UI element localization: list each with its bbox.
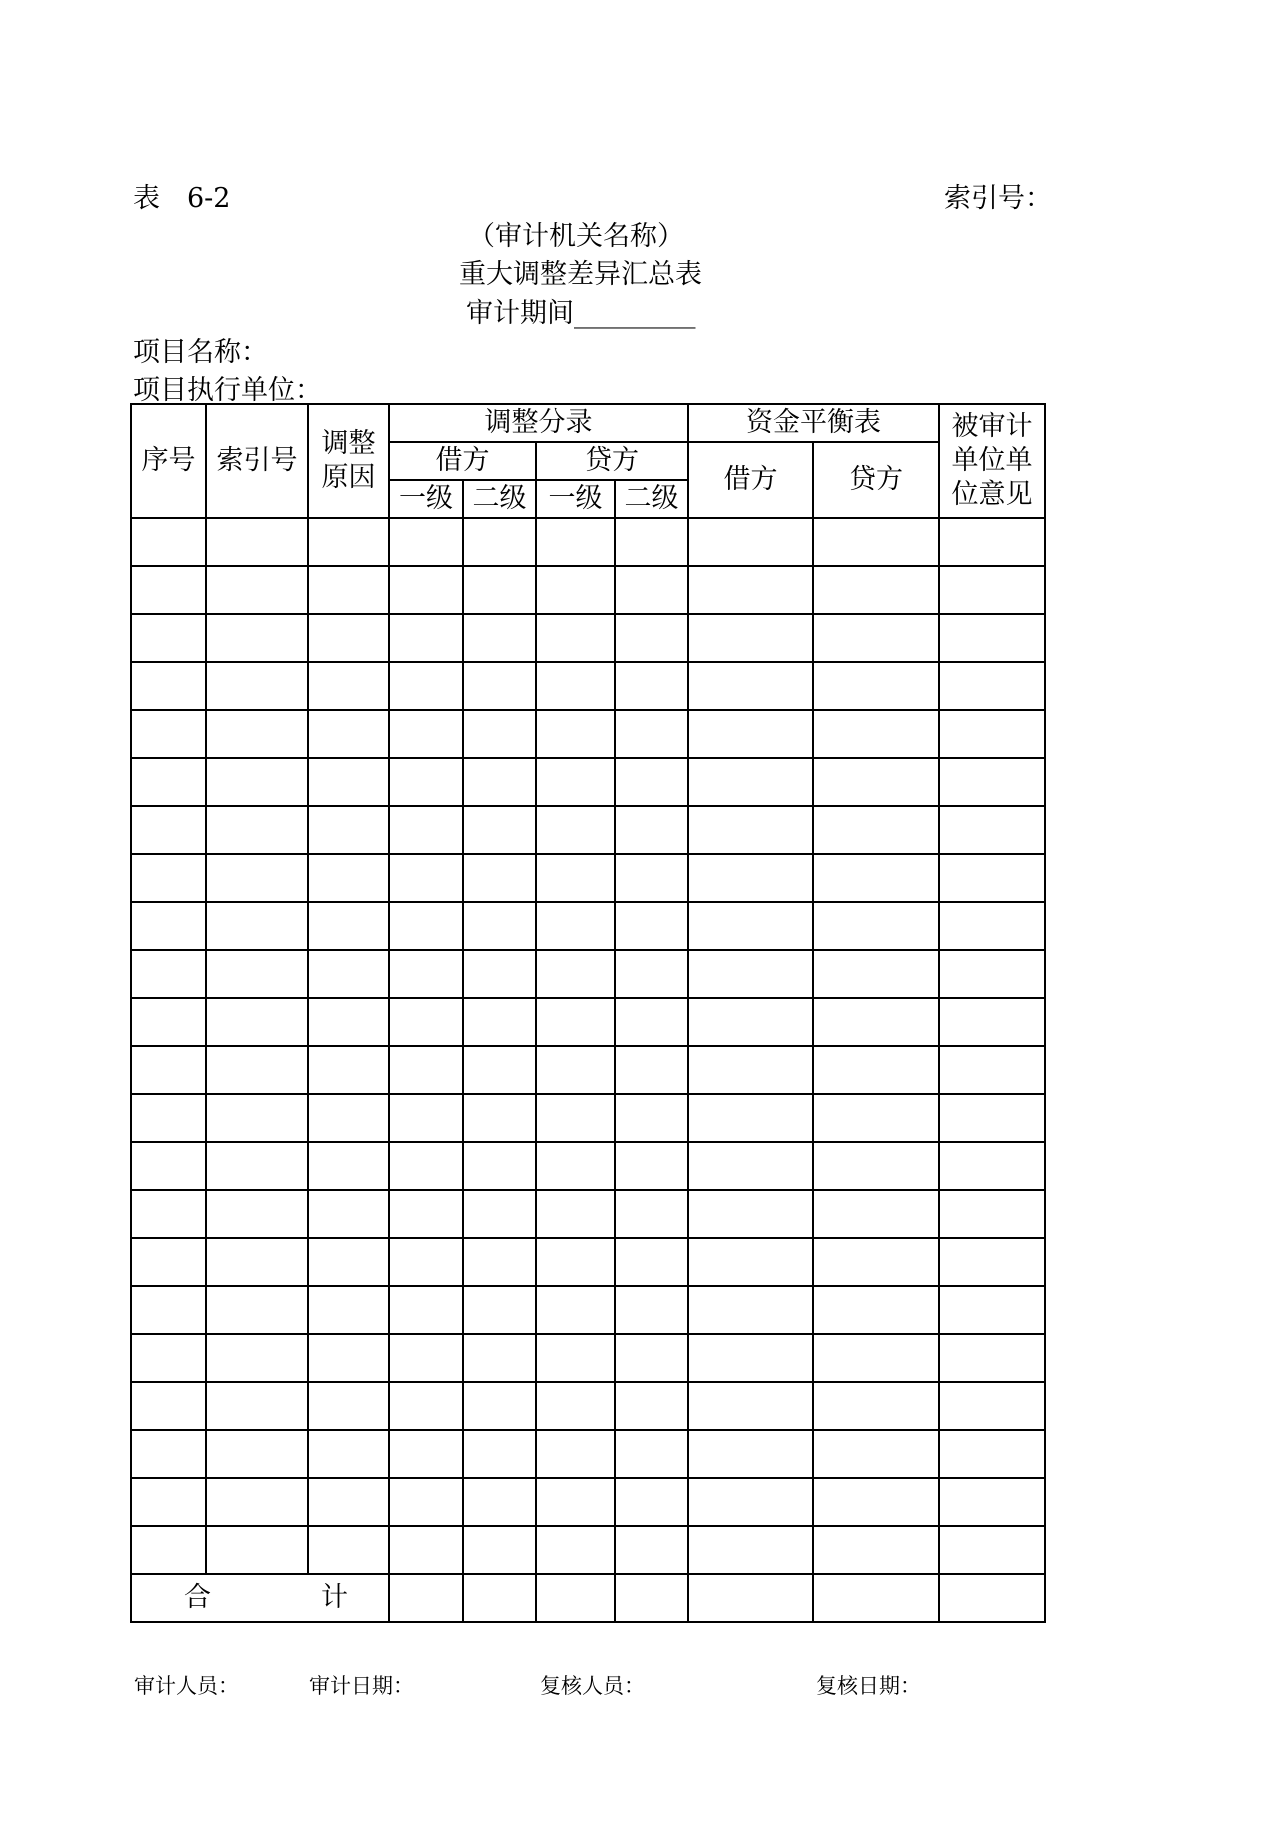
table-cell[interactable]	[389, 950, 463, 998]
table-cell[interactable]	[939, 710, 1045, 758]
table-row	[131, 1046, 1045, 1094]
table-cell[interactable]	[389, 1190, 463, 1238]
table-cell[interactable]	[939, 806, 1045, 854]
table-cell[interactable]	[308, 662, 389, 710]
table-cell[interactable]	[131, 758, 206, 806]
table-cell[interactable]	[308, 1430, 389, 1478]
table-cell[interactable]	[536, 1142, 615, 1190]
header-balance-credit: 贷方	[813, 442, 939, 518]
table-row	[131, 1430, 1045, 1478]
table-row	[131, 950, 1045, 998]
table-cell[interactable]	[131, 1526, 206, 1574]
header-adjust-entry: 调整分录	[389, 404, 688, 442]
table-cell[interactable]	[389, 1238, 463, 1286]
table-cell[interactable]	[615, 1382, 688, 1430]
table-cell[interactable]	[308, 1286, 389, 1334]
table-cell[interactable]	[206, 758, 308, 806]
total-cell[interactable]	[389, 1574, 463, 1622]
table-cell[interactable]	[688, 1046, 813, 1094]
table-cell[interactable]	[308, 1478, 389, 1526]
table-cell[interactable]	[389, 1334, 463, 1382]
table-row	[131, 902, 1045, 950]
table-cell[interactable]	[615, 998, 688, 1046]
auditor-label: 审计人员：	[134, 1674, 239, 1698]
table-cell[interactable]	[389, 806, 463, 854]
table-cell[interactable]	[813, 1478, 939, 1526]
table-cell[interactable]	[688, 1430, 813, 1478]
header-credit-level1: 一级	[536, 480, 615, 518]
table-cell[interactable]	[463, 1238, 536, 1286]
table-cell[interactable]	[308, 1526, 389, 1574]
table-cell[interactable]	[389, 854, 463, 902]
table-cell[interactable]	[536, 1526, 615, 1574]
table-cell[interactable]	[939, 1094, 1045, 1142]
table-cell[interactable]	[131, 1190, 206, 1238]
table-cell[interactable]	[536, 1094, 615, 1142]
reviewer-label: 复核人员：	[540, 1674, 645, 1698]
table-cell[interactable]	[463, 902, 536, 950]
table-cell[interactable]	[308, 998, 389, 1046]
table-cell[interactable]	[206, 854, 308, 902]
table-cell[interactable]	[813, 1526, 939, 1574]
table-cell[interactable]	[615, 1478, 688, 1526]
table-row	[131, 1334, 1045, 1382]
table-cell[interactable]	[206, 1526, 308, 1574]
total-cell[interactable]	[463, 1574, 536, 1622]
table-cell[interactable]	[688, 806, 813, 854]
table-row	[131, 1094, 1045, 1142]
table-number: 表 6-2	[133, 183, 231, 214]
table-cell[interactable]	[389, 758, 463, 806]
table-cell[interactable]	[206, 614, 308, 662]
table-cell[interactable]	[131, 998, 206, 1046]
table-cell[interactable]	[813, 1142, 939, 1190]
table-cell[interactable]	[939, 854, 1045, 902]
table-cell[interactable]	[206, 902, 308, 950]
project-unit-label: 项目执行单位：	[133, 375, 322, 406]
table-cell[interactable]	[389, 1526, 463, 1574]
total-cell[interactable]	[536, 1574, 615, 1622]
table-row	[131, 1190, 1045, 1238]
table-row	[131, 1526, 1045, 1574]
table-cell[interactable]	[688, 1478, 813, 1526]
table-row	[131, 518, 1045, 566]
table-cell[interactable]	[206, 1286, 308, 1334]
table-cell[interactable]	[939, 1526, 1045, 1574]
table-cell[interactable]	[688, 758, 813, 806]
table-cell[interactable]	[308, 1334, 389, 1382]
table-cell[interactable]	[615, 1238, 688, 1286]
table-cell[interactable]	[813, 1334, 939, 1382]
table-cell[interactable]	[813, 902, 939, 950]
table-cell[interactable]	[463, 1286, 536, 1334]
table-cell[interactable]	[615, 1190, 688, 1238]
table-cell[interactable]	[131, 854, 206, 902]
table-cell[interactable]	[939, 902, 1045, 950]
table-cell[interactable]	[131, 1286, 206, 1334]
total-label-b: 计	[321, 1582, 348, 1613]
table-cell[interactable]	[206, 662, 308, 710]
table-cell[interactable]	[463, 806, 536, 854]
table-cell[interactable]	[615, 1430, 688, 1478]
table-cell[interactable]	[615, 950, 688, 998]
table-cell[interactable]	[813, 518, 939, 566]
table-cell[interactable]	[463, 1046, 536, 1094]
table-cell[interactable]	[463, 1430, 536, 1478]
table-cell[interactable]	[131, 1430, 206, 1478]
audit-period-label: 审计期间	[466, 298, 574, 329]
table-cell[interactable]	[813, 758, 939, 806]
table-cell[interactable]	[536, 1430, 615, 1478]
table-cell[interactable]	[206, 518, 308, 566]
total-cell[interactable]	[688, 1574, 813, 1622]
table-cell[interactable]	[463, 1382, 536, 1430]
table-cell[interactable]	[813, 1238, 939, 1286]
table-cell[interactable]	[131, 1334, 206, 1382]
table-cell[interactable]	[308, 806, 389, 854]
table-cell[interactable]	[389, 1142, 463, 1190]
table-cell[interactable]	[463, 662, 536, 710]
table-cell[interactable]	[813, 1382, 939, 1430]
table-cell[interactable]	[463, 566, 536, 614]
table-cell[interactable]	[206, 1094, 308, 1142]
table-cell[interactable]	[308, 1142, 389, 1190]
table-cell[interactable]	[939, 950, 1045, 998]
table-cell[interactable]	[463, 518, 536, 566]
table-cell[interactable]	[939, 1190, 1045, 1238]
table-cell[interactable]	[131, 806, 206, 854]
table-cell[interactable]	[536, 662, 615, 710]
table-cell[interactable]	[308, 1238, 389, 1286]
table-cell[interactable]	[206, 710, 308, 758]
table-cell[interactable]	[615, 854, 688, 902]
table-cell[interactable]	[131, 518, 206, 566]
table-cell[interactable]	[389, 518, 463, 566]
project-name-label: 项目名称：	[133, 337, 268, 368]
table-cell[interactable]	[536, 902, 615, 950]
table-cell[interactable]	[688, 998, 813, 1046]
table-cell[interactable]	[131, 1238, 206, 1286]
table-cell[interactable]	[206, 1142, 308, 1190]
table-cell[interactable]	[206, 1238, 308, 1286]
review-date-label: 复核日期：	[816, 1674, 921, 1698]
table-cell[interactable]	[939, 1478, 1045, 1526]
table-cell[interactable]	[688, 1094, 813, 1142]
table-row	[131, 710, 1045, 758]
table-cell[interactable]	[389, 998, 463, 1046]
header-opinion: 被审计单位单位意见	[939, 404, 1045, 518]
table-cell[interactable]	[813, 662, 939, 710]
table-cell[interactable]	[813, 854, 939, 902]
table-cell[interactable]	[463, 1478, 536, 1526]
table-cell[interactable]	[389, 1430, 463, 1478]
table-cell[interactable]	[389, 566, 463, 614]
page-title: 重大调整差异汇总表	[459, 259, 702, 290]
table-cell[interactable]	[536, 806, 615, 854]
table-cell[interactable]	[939, 1382, 1045, 1430]
table-cell[interactable]	[536, 758, 615, 806]
table-cell[interactable]	[939, 1238, 1045, 1286]
table-cell[interactable]	[939, 1430, 1045, 1478]
table-cell[interactable]	[688, 1238, 813, 1286]
table-cell[interactable]	[688, 1190, 813, 1238]
table-cell[interactable]	[813, 806, 939, 854]
table-row	[131, 566, 1045, 614]
table-cell[interactable]	[131, 1478, 206, 1526]
table-cell[interactable]	[206, 1334, 308, 1382]
table-cell[interactable]	[206, 950, 308, 998]
table-row	[131, 1382, 1045, 1430]
table-cell[interactable]	[939, 758, 1045, 806]
table-row	[131, 806, 1045, 854]
table-cell[interactable]	[688, 710, 813, 758]
table-cell[interactable]	[615, 902, 688, 950]
table-cell[interactable]	[131, 950, 206, 998]
total-cell[interactable]	[939, 1574, 1045, 1622]
table-cell[interactable]	[131, 1094, 206, 1142]
table-cell[interactable]	[813, 614, 939, 662]
table-cell[interactable]	[463, 1526, 536, 1574]
table-cell[interactable]	[536, 1382, 615, 1430]
table-cell[interactable]	[463, 614, 536, 662]
table-cell[interactable]	[389, 1046, 463, 1094]
table-cell[interactable]	[389, 1286, 463, 1334]
table-cell[interactable]	[131, 1142, 206, 1190]
audit-date-label: 审计日期：	[309, 1674, 414, 1698]
header-index: 索引号	[206, 404, 308, 518]
table-cell[interactable]	[813, 1190, 939, 1238]
table-cell[interactable]	[463, 710, 536, 758]
table-cell[interactable]	[813, 710, 939, 758]
table-row	[131, 1478, 1045, 1526]
table-cell[interactable]	[308, 710, 389, 758]
table-cell[interactable]	[389, 902, 463, 950]
table-row	[131, 1142, 1045, 1190]
table-cell[interactable]	[308, 1094, 389, 1142]
table-cell[interactable]	[536, 1046, 615, 1094]
header-debit-level2: 二级	[463, 480, 536, 518]
table-cell[interactable]	[389, 662, 463, 710]
table-cell[interactable]	[131, 1382, 206, 1430]
table-cell[interactable]	[939, 614, 1045, 662]
table-cell[interactable]	[813, 998, 939, 1046]
audit-period	[466, 291, 696, 330]
table-cell[interactable]	[688, 566, 813, 614]
table-cell[interactable]	[813, 1094, 939, 1142]
table-cell[interactable]	[939, 1286, 1045, 1334]
table-cell[interactable]	[206, 1046, 308, 1094]
table-cell[interactable]	[615, 1094, 688, 1142]
table-cell[interactable]	[536, 1478, 615, 1526]
table-cell[interactable]	[939, 1334, 1045, 1382]
table-cell[interactable]	[308, 518, 389, 566]
header-adjust-debit: 借方	[389, 442, 536, 480]
table-cell[interactable]	[688, 950, 813, 998]
table-row	[131, 998, 1045, 1046]
table-cell[interactable]	[615, 806, 688, 854]
header-credit-level2: 二级	[615, 480, 688, 518]
table-row	[131, 1286, 1045, 1334]
table-row	[131, 1238, 1045, 1286]
table-cell[interactable]	[939, 518, 1045, 566]
table-row	[131, 758, 1045, 806]
agency-name: （审计机关名称）	[468, 221, 684, 252]
index-number-label: 索引号：	[944, 183, 1052, 214]
table-cell[interactable]	[615, 566, 688, 614]
summary-table	[130, 403, 1046, 1623]
table-row	[131, 614, 1045, 662]
table-cell[interactable]	[131, 1046, 206, 1094]
table-cell[interactable]	[536, 710, 615, 758]
table-cell[interactable]	[615, 710, 688, 758]
table-cell[interactable]	[536, 1238, 615, 1286]
table-cell[interactable]	[463, 1142, 536, 1190]
table-cell[interactable]	[615, 662, 688, 710]
table-cell[interactable]	[463, 1094, 536, 1142]
table-cell[interactable]	[615, 518, 688, 566]
table-cell[interactable]	[308, 1190, 389, 1238]
total-cell[interactable]	[813, 1574, 939, 1622]
table-cell[interactable]	[688, 1382, 813, 1430]
table-cell[interactable]	[308, 758, 389, 806]
table-cell[interactable]	[389, 614, 463, 662]
table-cell[interactable]	[536, 1334, 615, 1382]
header-fund-balance: 资金平衡表	[688, 404, 939, 442]
table-cell[interactable]	[308, 854, 389, 902]
table-cell[interactable]	[463, 854, 536, 902]
table-cell[interactable]	[813, 1046, 939, 1094]
table-cell[interactable]	[131, 710, 206, 758]
table-cell[interactable]	[688, 1286, 813, 1334]
table-cell[interactable]	[308, 1382, 389, 1430]
table-cell[interactable]	[206, 1430, 308, 1478]
table-cell[interactable]	[536, 998, 615, 1046]
total-label-a: 合	[184, 1582, 211, 1613]
table-cell[interactable]	[206, 566, 308, 614]
table-cell[interactable]	[463, 1334, 536, 1382]
table-cell[interactable]	[206, 998, 308, 1046]
table-cell[interactable]	[813, 1286, 939, 1334]
table-cell[interactable]	[389, 1382, 463, 1430]
table-cell[interactable]	[206, 806, 308, 854]
table-cell[interactable]	[615, 1526, 688, 1574]
header-debit-level1: 一级	[389, 480, 463, 518]
table-cell[interactable]	[206, 1382, 308, 1430]
table-cell[interactable]	[206, 1190, 308, 1238]
table-cell[interactable]	[939, 662, 1045, 710]
table-cell[interactable]	[308, 566, 389, 614]
audit-period-blank: _________	[574, 298, 696, 329]
table-cell[interactable]	[813, 566, 939, 614]
total-row	[131, 1574, 1045, 1622]
table-cell[interactable]	[615, 758, 688, 806]
table-cell[interactable]	[463, 998, 536, 1046]
table-cell[interactable]	[389, 1478, 463, 1526]
table-cell[interactable]	[688, 1526, 813, 1574]
table-cell[interactable]	[389, 1094, 463, 1142]
table-cell[interactable]	[615, 1142, 688, 1190]
table-cell[interactable]	[615, 1286, 688, 1334]
table-cell[interactable]	[615, 1046, 688, 1094]
table-cell[interactable]	[131, 902, 206, 950]
table-cell[interactable]	[688, 1142, 813, 1190]
table-cell[interactable]	[615, 614, 688, 662]
table-cell[interactable]	[463, 950, 536, 998]
table-cell[interactable]	[939, 1046, 1045, 1094]
table-cell[interactable]	[536, 614, 615, 662]
table-cell[interactable]	[939, 566, 1045, 614]
header-adjust-credit: 贷方	[536, 442, 688, 480]
table-cell[interactable]	[206, 1478, 308, 1526]
table-row	[131, 662, 1045, 710]
header-seq: 序号	[131, 404, 206, 518]
table-cell[interactable]	[688, 854, 813, 902]
table-cell[interactable]	[536, 950, 615, 998]
table-cell[interactable]	[536, 566, 615, 614]
table-cell[interactable]	[688, 614, 813, 662]
total-cell[interactable]	[615, 1574, 688, 1622]
table-cell[interactable]	[308, 614, 389, 662]
table-cell[interactable]	[308, 902, 389, 950]
table-cell[interactable]	[939, 998, 1045, 1046]
table-cell[interactable]	[813, 950, 939, 998]
table-cell[interactable]	[536, 1190, 615, 1238]
table-cell[interactable]	[463, 758, 536, 806]
table-cell[interactable]	[536, 1286, 615, 1334]
header-reason: 调整原因	[308, 404, 389, 518]
table-cell[interactable]	[463, 1190, 536, 1238]
table-cell[interactable]	[688, 1334, 813, 1382]
table-cell[interactable]	[813, 1430, 939, 1478]
table-cell[interactable]	[688, 902, 813, 950]
table-cell[interactable]	[308, 950, 389, 998]
table-cell[interactable]	[615, 1334, 688, 1382]
table-cell[interactable]	[389, 710, 463, 758]
table-cell[interactable]	[131, 566, 206, 614]
table-cell[interactable]	[131, 614, 206, 662]
table-cell[interactable]	[688, 662, 813, 710]
table-cell[interactable]	[131, 662, 206, 710]
table-cell[interactable]	[536, 518, 615, 566]
header-balance-debit: 借方	[688, 442, 813, 518]
table-cell[interactable]	[308, 1046, 389, 1094]
table-row	[131, 854, 1045, 902]
total-label	[131, 1574, 389, 1622]
table-cell[interactable]	[688, 518, 813, 566]
table-cell[interactable]	[939, 1142, 1045, 1190]
table-cell[interactable]	[536, 854, 615, 902]
